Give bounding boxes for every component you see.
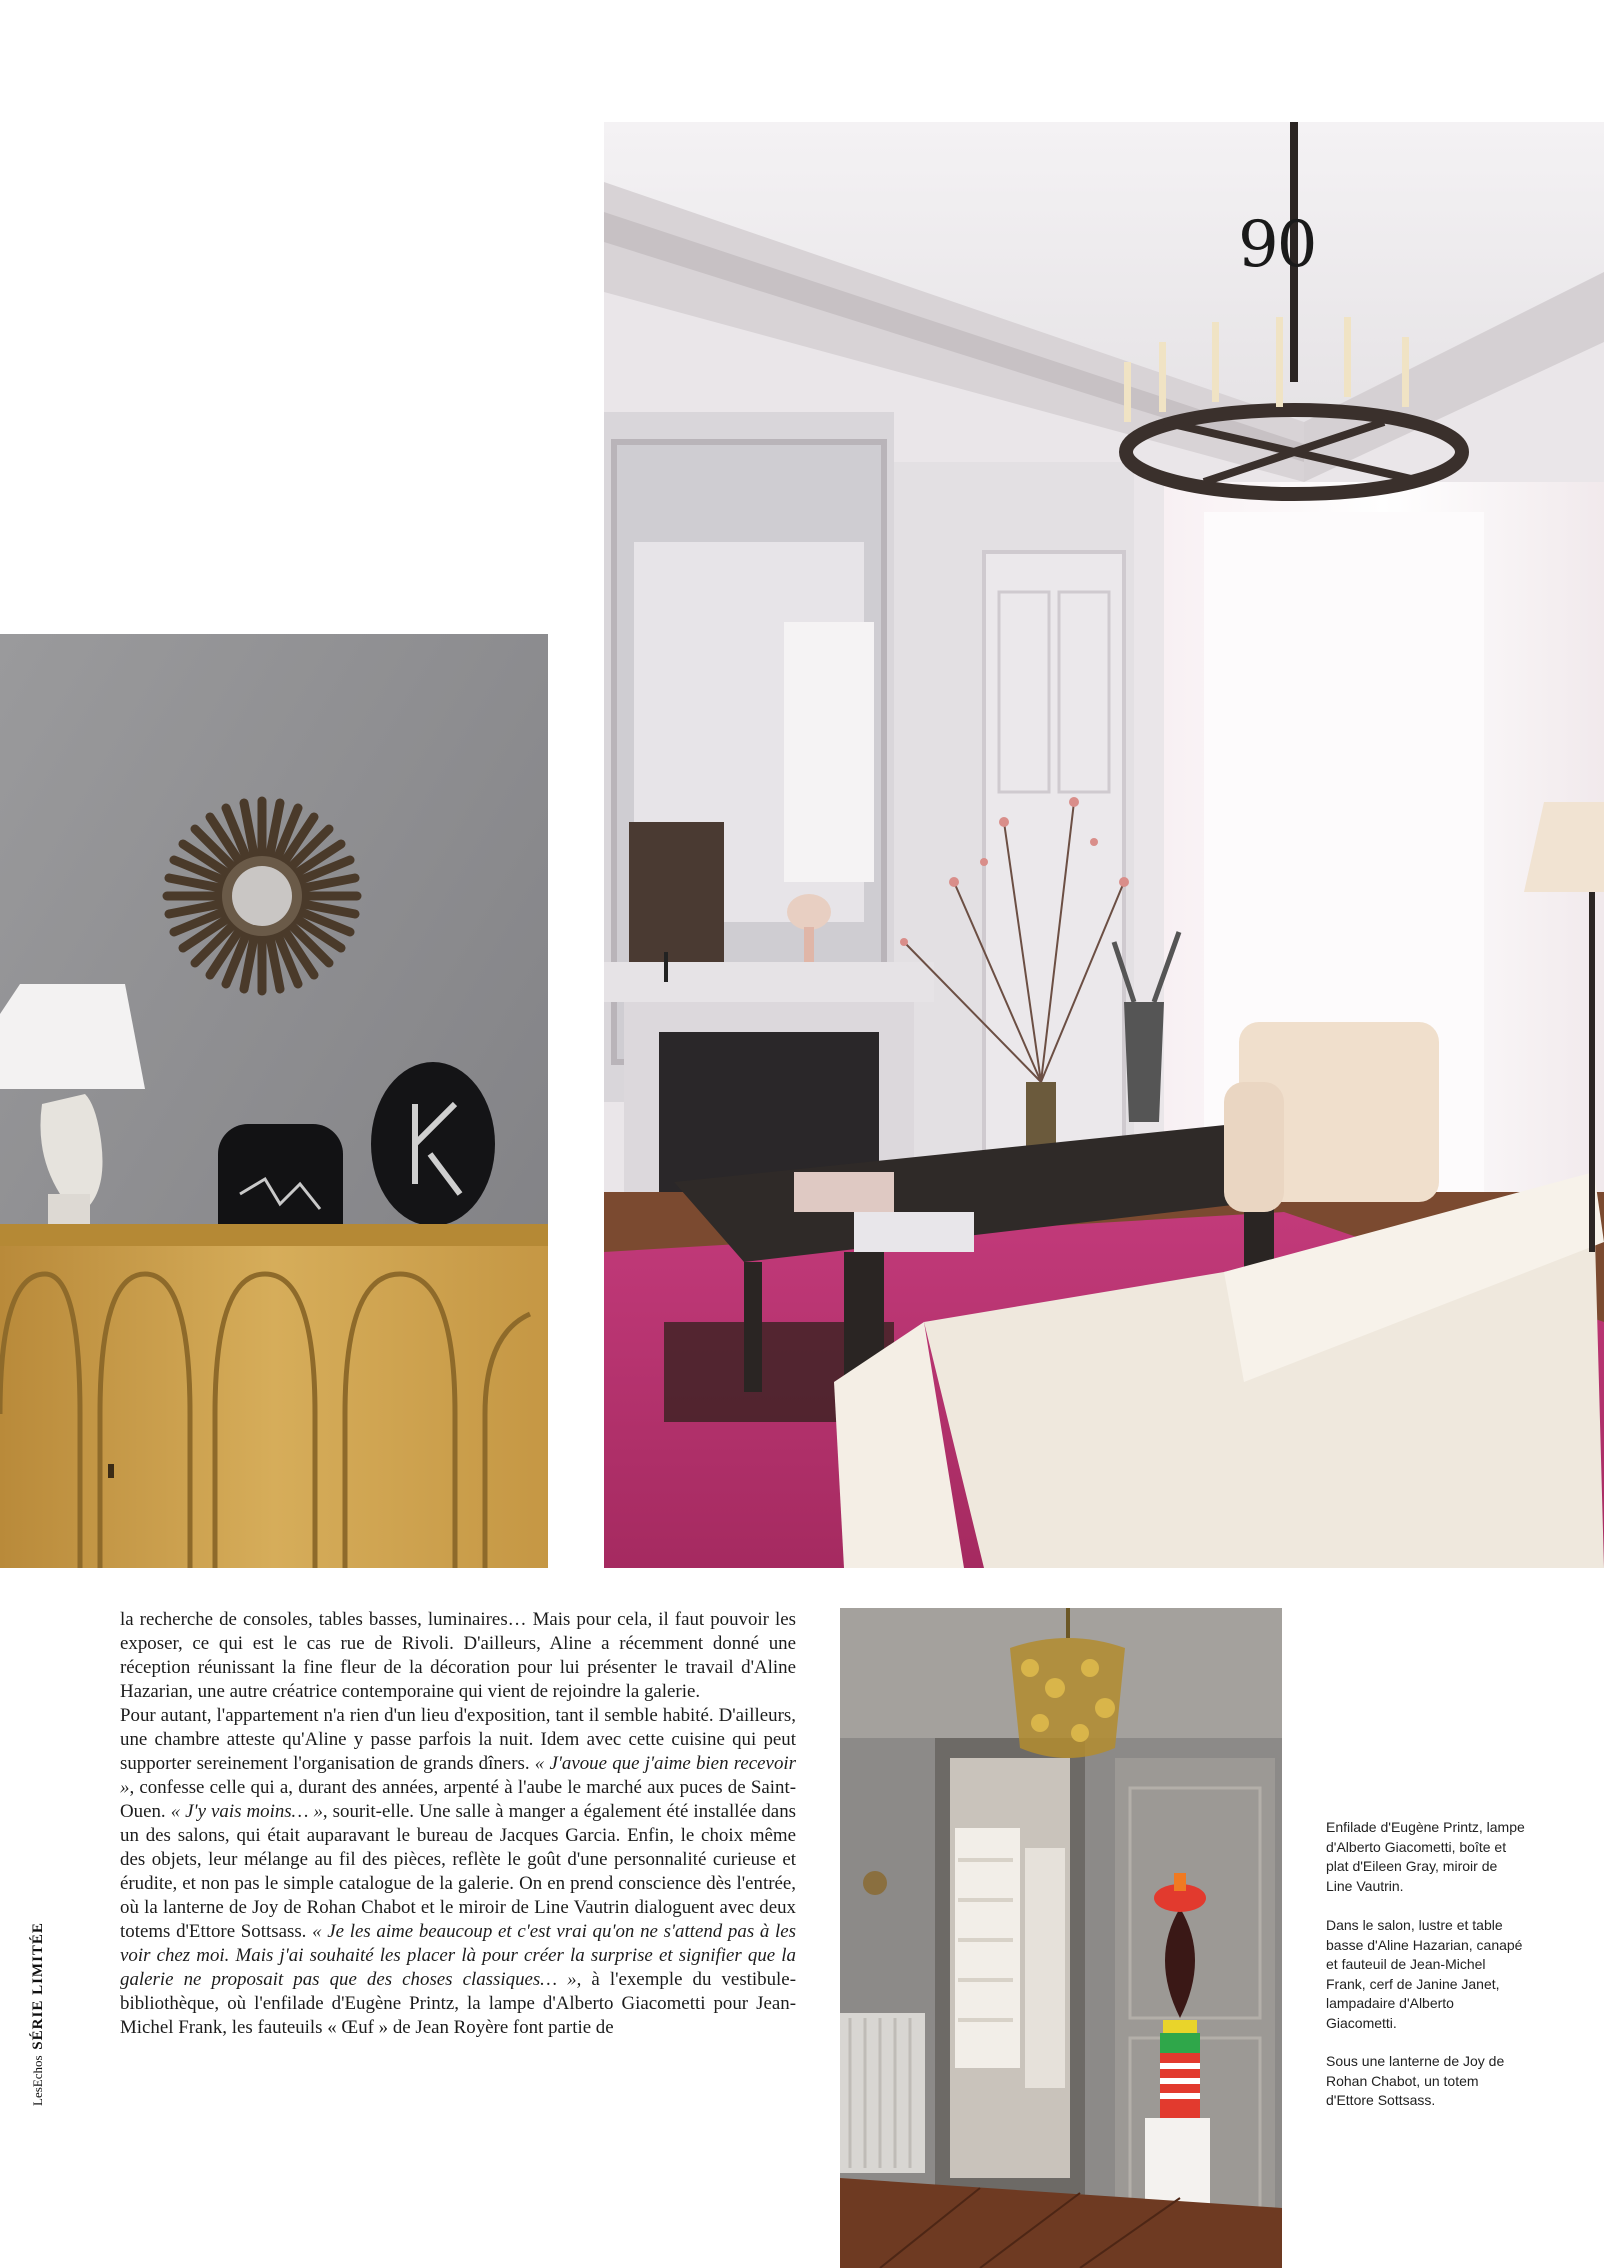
section-name: SÉRIE LIMITÉE bbox=[30, 1922, 46, 2050]
running-head bbox=[30, 1922, 47, 2106]
caption-salon: Dans le salon, lustre et table basse d'Aline Hazarian, canapé et fauteuil de Jean-Michel Frank, cerf de Janine Janet, lampadaire d'Alberto Giacometti. bbox=[1326, 1917, 1523, 2031]
caption-enfilade: Enfilade d'Eugène Printz, lampe d'Alberto Giacometti, boîte et plat d'Eileen Gray, miroir de Line Vautrin. bbox=[1326, 1819, 1525, 1894]
enfilade-photo bbox=[840, 1608, 1282, 2268]
entry-photo bbox=[0, 634, 548, 1568]
body-paragraph: Pour autant, l'appartement n'a rien d'un lieu d'exposition, tant il semble habité. D'ailleurs, une chambre atteste qu'Aline y passe parfois la nuit. Idem avec cette cuisine qui peut supporter sereinement l'organisation de grands dîners. « J'avoue que j'aime bien recevoir », confesse celle qui a, durant des années, arpenté à l'aube le marché aux puces de Saint-Ouen. « J'y vais moins… », sourit-elle. Une salle à manger a également été installée dans un des salons, qui était auparavant le bureau de Jacques Garcia. Enfin, le choix même des objets, leur mélange au fil des pièces, reflète le goût d'une personnalité curieuse et érudite, et non pas le simple catalogue de la galerie. On en prend conscience dès l'entrée, où la lanterne de Joy de Rohan Chabot et le miroir de Line Vautrin dialoguent avec deux totems d'Ettore Sottsass. « Je les aime beaucoup et c'est vrai qu'on ne s'attend pas à les voir chez moi. Mais j'ai souhaité les placer là pour créer la surprise et signifier que la galerie ne proposait pas que des choses classiques… », à l'exemple du vestibule-bibliothèque, où l'enfilade d'Eugène Printz, la lampe d'Alberto Giacometti pour Jean-Michel Frank, les fauteuils « Œuf » de Jean Royère font partie de bbox=[120, 1705, 797, 2038]
quote: « J'y vais moins… » bbox=[170, 1801, 323, 1822]
salon-photo bbox=[604, 122, 1604, 1568]
quote: « Je les aime beaucoup et c'est vrai qu'on ne s'attend pas à les voir chez moi. Mais j'ai souhaité les placer là pour créer la surprise et signifier que la galerie ne proposait pas que des choses classiques… » bbox=[120, 1921, 797, 1990]
body-paragraph: la recherche de consoles, tables basses, luminaires… Mais pour cela, il faut pouvoir les exposer, ce qui est le cas rue de Rivoli. D'ailleurs, Aline a récemment donné une réception réunissant la fine fleur de la décoration pour lui présenter le travail d'Aline Hazarian, une autre créatrice contemporaine qui vient de rejoindre la galerie. bbox=[120, 1609, 796, 1702]
page-number: 90 bbox=[1238, 208, 1316, 282]
publication-name: LesEchos bbox=[30, 2055, 45, 2106]
article-body bbox=[120, 1608, 796, 2040]
caption-lantern: Sous une lanterne de Joy de Rohan Chabot, un totem d'Ettore Sottsass. bbox=[1326, 2053, 1505, 2108]
quote: « J'avoue que j'aime bien recevoir » bbox=[120, 1753, 796, 1798]
